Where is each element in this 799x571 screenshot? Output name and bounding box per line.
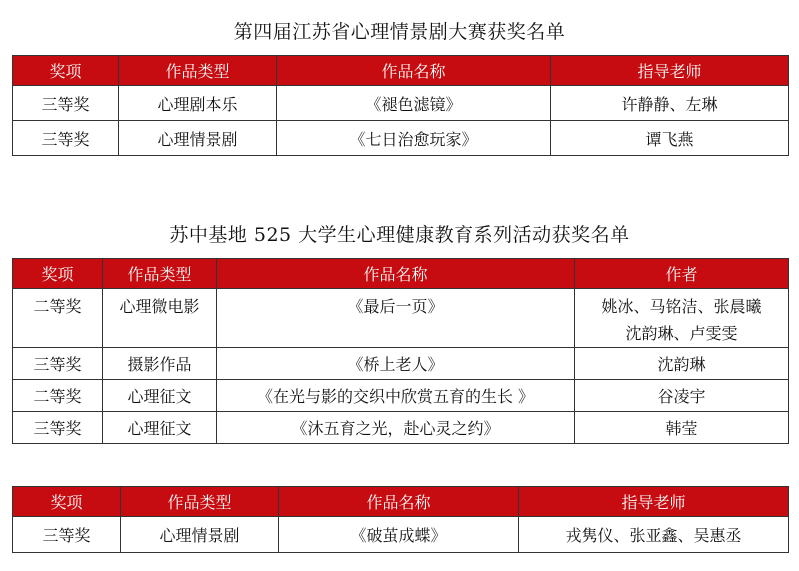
cell-award: 三等奖 [13,121,119,156]
cell-teacher: 谭飞燕 [551,121,789,156]
award-table-3 [12,486,789,553]
header-name: 作品名称 [277,56,551,86]
author-line-2: 沈韵琳、卢雯雯 [625,324,738,343]
award-table-2 [12,258,789,444]
table-header-row [13,487,789,517]
cell-type: 心理征文 [103,412,217,444]
cell-type: 心理微电影 [103,289,217,348]
header-teacher: 指导老师 [551,56,789,86]
header-type: 作品类型 [119,56,277,86]
cell-name: 《七日治愈玩家》 [277,121,551,156]
author-line-1: 姚冰、马铭洁、张晨曦 [601,297,762,316]
header-award: 奖项 [13,487,121,517]
table-header-row [13,56,789,86]
cell-type: 心理征文 [103,380,217,412]
table-row [13,289,789,348]
cell-award: 三等奖 [13,517,121,553]
header-author: 作者 [575,259,789,289]
cell-author: 谷凌宇 [575,380,789,412]
table-header-row [13,259,789,289]
table-row [13,121,789,156]
cell-name: 《破茧成蝶》 [279,517,519,553]
cell-award: 二等奖 [13,380,103,412]
cell-author: 韩莹 [575,412,789,444]
header-name: 作品名称 [217,259,575,289]
cell-teacher: 许静静、左琳 [551,86,789,121]
table-row [13,412,789,444]
cell-type: 心理剧本乐 [119,86,277,121]
cell-author: 沈韵琳 [575,348,789,380]
section1-title: 第四届江苏省心理情景剧大赛获奖名单 [233,21,566,43]
cell-name: 《最后一页》 [217,289,575,348]
cell-award: 二等奖 [13,289,103,348]
cell-award: 三等奖 [13,86,119,121]
cell-award: 三等奖 [13,348,103,380]
cell-type: 摄影作品 [103,348,217,380]
table-row [13,380,789,412]
cell-name: 《褪色滤镜》 [277,86,551,121]
header-name: 作品名称 [279,487,519,517]
header-award: 奖项 [13,259,103,289]
table-row [13,517,789,553]
header-type: 作品类型 [121,487,279,517]
cell-author [575,289,789,348]
table-row [13,348,789,380]
cell-name: 《沐五育之光，赴心灵之约》 [217,412,575,444]
header-teacher: 指导老师 [519,487,789,517]
header-award: 奖项 [13,56,119,86]
table-row [13,86,789,121]
cell-award: 三等奖 [13,412,103,444]
cell-teacher: 戎隽仪、张亚鑫、吴惠丞 [519,517,789,553]
cell-type: 心理情景剧 [121,517,279,553]
cell-name: 《在光与影的交织中欣赏五育的生长 》 [217,380,575,412]
header-type: 作品类型 [103,259,217,289]
section2-title: 苏中基地 525 大学生心理健康教育系列活动获奖名单 [169,224,630,246]
cell-name: 《桥上老人》 [217,348,575,380]
award-table-1 [12,55,789,156]
cell-type: 心理情景剧 [119,121,277,156]
